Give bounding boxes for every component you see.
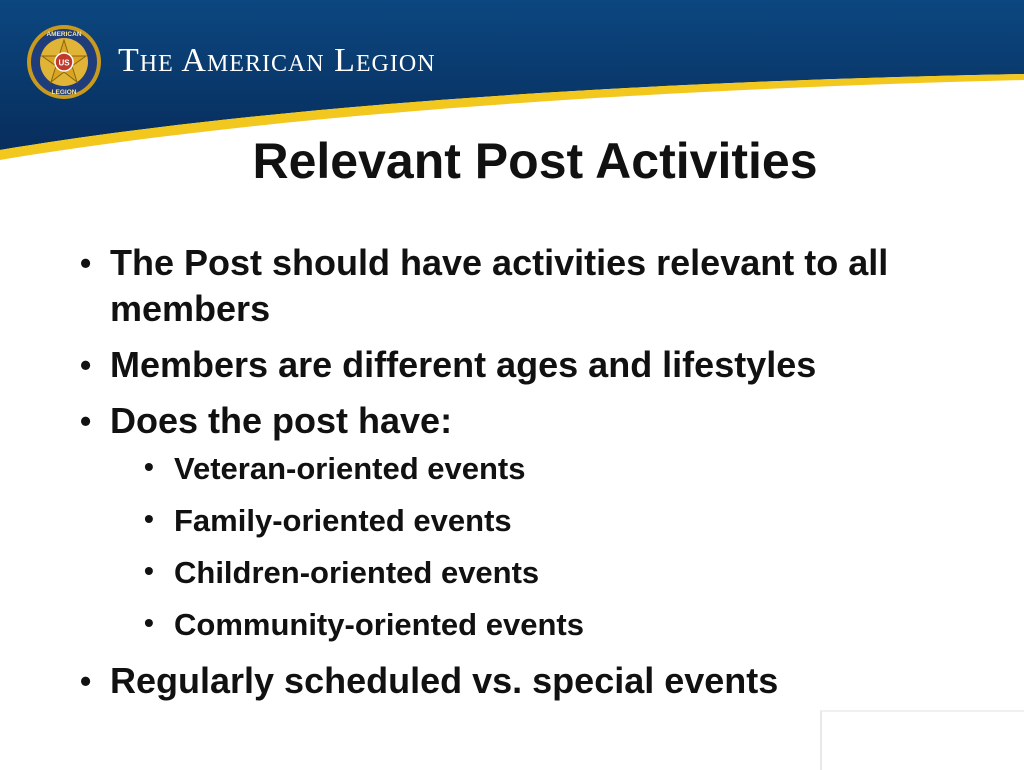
bullet-item-text: Does the post have: xyxy=(110,400,453,441)
emblem-top-text: AMERICAN xyxy=(46,31,82,38)
bullet-item: • Members are different ages and lifestyles xyxy=(80,342,1000,388)
sub-bullet-item: • Community-oriented events xyxy=(144,606,1000,644)
bullet-item: • Regularly scheduled vs. special events xyxy=(80,658,1000,704)
emblem-center-text: US xyxy=(58,58,70,68)
slide-title: Relevant Post Activities xyxy=(252,133,818,189)
brand-name: The American Legion xyxy=(118,42,436,79)
sub-bullet-item: • Veteran-oriented events xyxy=(144,450,1000,488)
sub-bullet-item: • Children-oriented events xyxy=(144,554,1000,592)
american-legion-emblem-icon xyxy=(26,24,102,100)
sub-bullet-item: • Family-oriented events xyxy=(144,502,1000,540)
bullet-list xyxy=(80,240,1000,714)
bullet-item xyxy=(80,398,1000,644)
corner-divider xyxy=(820,710,1024,770)
emblem-bottom-text: LEGION xyxy=(51,89,77,96)
sub-bullet-list xyxy=(144,450,1000,644)
bullet-item: • The Post should have activities relevant to all members xyxy=(80,240,1000,332)
